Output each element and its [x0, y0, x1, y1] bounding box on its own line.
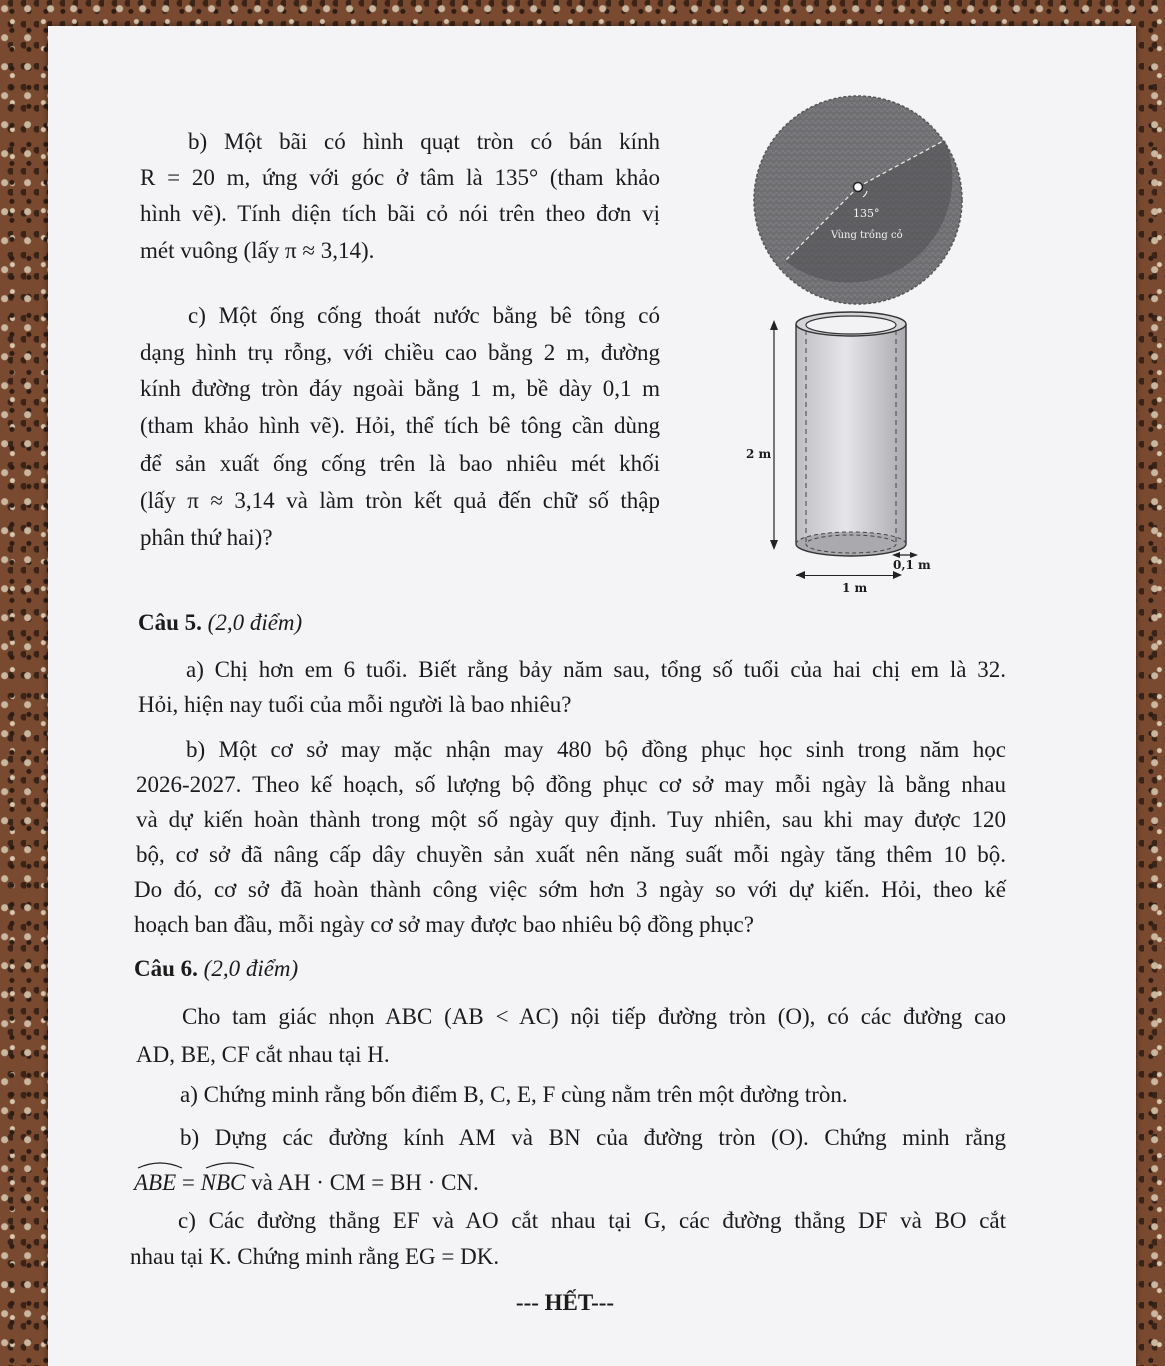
p4c-line4: (tham khảo hình vẽ). Hỏi, thể tích bê tông cần dùng [140, 413, 660, 438]
q5b-line4: bộ, cơ sở đã nâng cấp dây chuyền sản xuất nên năng suất mỗi ngày tăng thêm 10 bộ. [136, 842, 1006, 867]
p4b-line2: R = 20 m, ứng với góc ở tâm là 135° (tham khảo [140, 165, 660, 190]
q6-points: (2,0 điểm) [203, 956, 299, 981]
q5b-line5: Do đó, cơ sở đã hoàn thành công việc sớm hơn 3 ngày so với dự kiến. Hỏi, theo kế [134, 877, 1006, 902]
q5-title [138, 605, 302, 641]
q6-title [134, 951, 298, 987]
p4c-line5: để sản xuất ống cống trên là bao nhiêu mét khối [140, 451, 660, 476]
q6b-line1: b) Dựng các đường kính AM và BN của đường tròn (O). Chứng minh rằng [180, 1125, 1006, 1150]
q5b-line6: hoạch ban đầu, mỗi ngày cơ sở may được bao nhiêu bộ đồng phục? [134, 912, 754, 937]
pipe-cylinder-figure [740, 300, 940, 570]
q5b-line3: và dự kiến hoàn thành trong một số ngày quy định. Tuy nhiên, sau khi may được 120 [136, 807, 1006, 832]
sector-region-label: Vùng trồng cỏ [831, 230, 903, 241]
p4c-line3: kính đường tròn đáy ngoài bằng 1 m, bề dày 0,1 m [140, 376, 660, 401]
q6b-line2 [134, 1163, 1006, 1201]
angle-hat-abe-icon [136, 1158, 184, 1170]
grass-sector-figure [745, 95, 975, 305]
q6b-line2-rest: và AH · CM = BH · CN. [245, 1170, 479, 1195]
q6-intro-line1: Cho tam giác nhọn ABC (AB < AC) nội tiếp đường tròn (O), có các đường cao [182, 1004, 1006, 1029]
angle-abe: ABE [134, 1170, 177, 1195]
arrowhead-left-icon [796, 571, 805, 579]
cylinder-thickness-label: 0,1 m [893, 558, 931, 572]
p4c-line7: phân thứ hai)? [140, 525, 273, 550]
p4b-line1: b) Một bãi có hình quạt tròn có bán kính [188, 129, 660, 154]
q6c-line1: c) Các đường thẳng EF và AO cắt nhau tại G, các đường thẳng DF và BO cắt [178, 1208, 1006, 1233]
arrowhead-right-icon [893, 571, 902, 579]
q5b-line2: 2026-2027. Theo kế hoạch, số lượng bộ đồng phục cơ sở may mỗi ngày là bằng nhau [136, 772, 1006, 797]
q6c-line2: nhau tại K. Chứng minh rằng EG = DK. [130, 1244, 500, 1269]
q6-heading: Câu 6. [134, 956, 198, 981]
p4b-line3: hình vẽ). Tính diện tích bãi cỏ nói trên theo đơn vị [140, 201, 660, 226]
cylinder-diameter-label: 1 m [842, 581, 868, 595]
p4c-line1: c) Một ống cống thoát nước bằng bê tông có [188, 303, 660, 328]
p4c-line2: dạng hình trụ rỗng, với chiều cao bằng 2 m, đường [140, 340, 660, 365]
equals-sign: = [176, 1170, 201, 1195]
q5a-line1: a) Chị hơn em 6 tuổi. Biết rằng bảy năm sau, tổng số tuổi của hai chị em là 32. [186, 657, 1006, 682]
q5b-line1: b) Một cơ sở may mặc nhận may 480 bộ đồng phục học sinh trong năm học [186, 737, 1006, 762]
p4b-line4: mét vuông (lấy π ≈ 3,14). [140, 238, 375, 263]
end-mark: --- HẾT--- [515, 1290, 615, 1315]
q5-heading: Câu 5. [138, 610, 202, 635]
angle-nbc: NBC [200, 1170, 246, 1195]
sector-angle-label: 135° [853, 207, 880, 220]
cylinder-diameter-arrow [796, 575, 900, 576]
q6-intro-line2: AD, BE, CF cắt nhau tại H. [136, 1042, 390, 1067]
q5a-line2: Hỏi, hiện nay tuổi của mỗi người là bao nhiêu? [138, 692, 572, 717]
angle-hat-nbc-icon [204, 1158, 256, 1170]
q5-points: (2,0 điểm) [207, 610, 303, 635]
p4c-line6: (lấy π ≈ 3,14 và làm tròn kết quả đến chữ số thập [140, 488, 660, 513]
q6a-line: a) Chứng minh rằng bốn điểm B, C, E, F cùng nằm trên một đường tròn. [180, 1082, 848, 1107]
center-point-icon [854, 183, 863, 192]
cylinder-height-label: 2 m [746, 447, 772, 461]
